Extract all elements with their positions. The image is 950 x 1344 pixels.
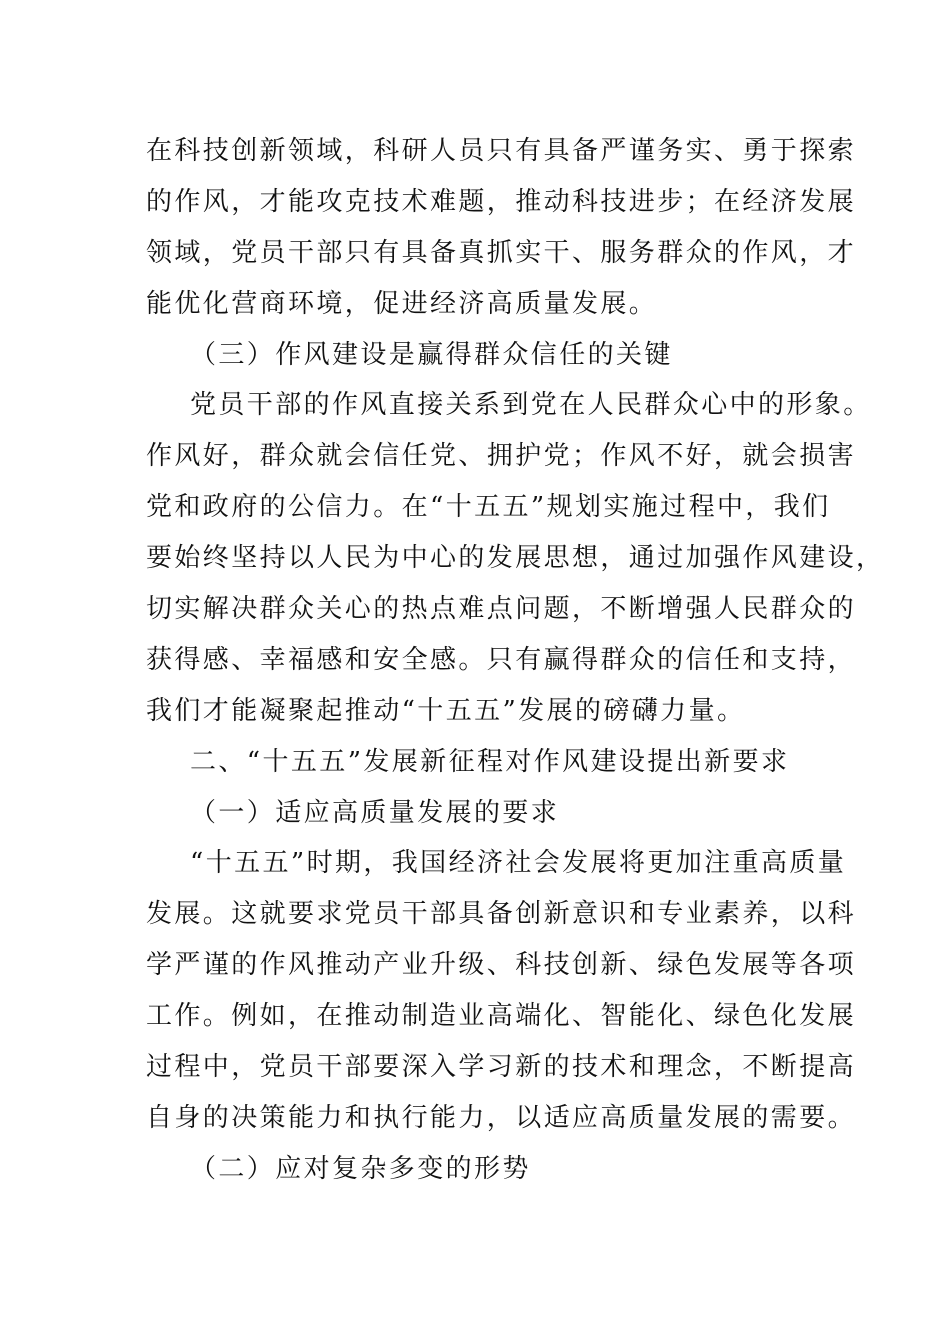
paragraph-line: 党和政府的公信力。在“十五五”规划实施过程中，我们 bbox=[146, 492, 831, 523]
paragraph-line: 要始终坚持以人民为中心的发展思想，通过加强作风建设， bbox=[146, 543, 885, 574]
paragraph-line: 领域，党员干部只有具备真抓实干、服务群众的作风，才 bbox=[146, 237, 857, 268]
paragraph-line: 过程中，党员干部要深入学习新的技术和理念，不断提高 bbox=[146, 1052, 857, 1083]
paragraph-line: 作风好，群众就会信任党、拥护党；作风不好，就会损害 bbox=[146, 441, 857, 472]
paragraph-line: “十五五”时期，我国经济社会发展将更加注重高质量 bbox=[190, 848, 847, 879]
paragraph-line: 能优化营商环境，促进经济高质量发展。 bbox=[146, 288, 658, 319]
paragraph-line: 党员干部的作风直接关系到党在人民群众心中的形象。 bbox=[190, 390, 872, 421]
paragraph-line: 的作风，才能攻克技术难题，推动科技进步；在经济发展 bbox=[146, 186, 857, 217]
section-heading: （二）应对复杂多变的形势 bbox=[190, 1153, 531, 1184]
paragraph-line: 工作。例如，在推动制造业高端化、智能化、绿色化发展 bbox=[146, 1001, 857, 1032]
paragraph-line: 自身的决策能力和执行能力，以适应高质量发展的需要。 bbox=[146, 1102, 857, 1133]
document-page bbox=[146, 126, 885, 1195]
paragraph-line: 发展。这就要求党员干部具备创新意识和专业素养，以科 bbox=[146, 899, 857, 930]
section-heading: （三）作风建设是赢得群众信任的关键 bbox=[190, 339, 673, 370]
chapter-heading: 二、“十五五”发展新征程对作风建设提出新要求 bbox=[190, 746, 790, 777]
paragraph-line: 学严谨的作风推动产业升级、科技创新、绿色发展等各项 bbox=[146, 950, 857, 981]
paragraph-line: 我们才能凝聚起推动“十五五”发展的磅礴力量。 bbox=[146, 695, 746, 726]
paragraph-line: 获得感、幸福感和安全感。只有赢得群众的信任和支持， bbox=[146, 644, 857, 675]
paragraph-line: 切实解决群众关心的热点难点问题，不断增强人民群众的 bbox=[146, 594, 857, 625]
paragraph-line: 在科技创新领域，科研人员只有具备严谨务实、勇于探索 bbox=[146, 136, 857, 166]
section-heading: （一）适应高质量发展的要求 bbox=[190, 797, 560, 828]
